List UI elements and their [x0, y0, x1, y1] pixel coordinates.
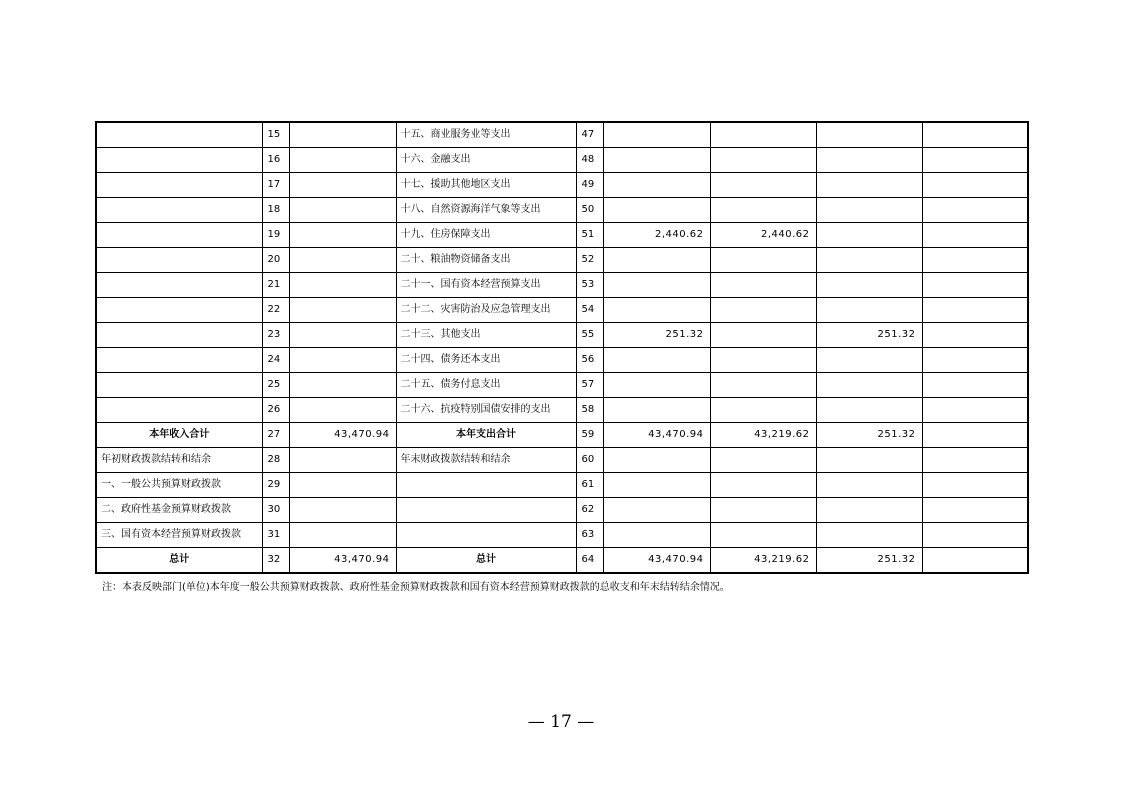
expense-line-number-cell: 55: [576, 323, 603, 348]
income-line-number-cell: 26: [262, 398, 289, 423]
income-amount-cell: 43,470.94: [289, 548, 396, 574]
general-budget-cell: [710, 498, 816, 523]
income-amount-cell: [289, 223, 396, 248]
table-row: [96, 173, 1028, 198]
expense-total-cell: [603, 473, 710, 498]
income-line-number-cell: 18: [262, 198, 289, 223]
government-fund-cell: [816, 173, 922, 198]
expense-line-number-cell: 49: [576, 173, 603, 198]
general-budget-cell: [710, 173, 816, 198]
general-budget-cell: [710, 373, 816, 398]
general-budget-cell: [710, 248, 816, 273]
expense-line-number-cell: 56: [576, 348, 603, 373]
general-budget-cell: [710, 198, 816, 223]
general-budget-cell: [710, 348, 816, 373]
income-item-cell: 年初财政拨款结转和结余: [96, 448, 262, 473]
income-item-cell: [96, 323, 262, 348]
expense-total-cell: [603, 373, 710, 398]
expense-item-cell: 二十四、债务还本支出: [396, 348, 576, 373]
general-budget-cell: [710, 448, 816, 473]
expense-total-cell: [603, 448, 710, 473]
income-amount-cell: [289, 323, 396, 348]
expense-item-cell: [396, 523, 576, 548]
expense-total-cell: [603, 198, 710, 223]
expense-total-cell: [603, 173, 710, 198]
expense-total-cell: 43,470.94: [603, 548, 710, 574]
table-row: [96, 548, 1028, 574]
state-capital-cell: [922, 298, 1028, 323]
income-line-number-cell: 28: [262, 448, 289, 473]
income-amount-cell: [289, 298, 396, 323]
government-fund-cell: [816, 223, 922, 248]
state-capital-cell: [922, 348, 1028, 373]
expense-line-number-cell: 62: [576, 498, 603, 523]
income-item-cell: [96, 273, 262, 298]
expense-item-cell: 二十五、债务付息支出: [396, 373, 576, 398]
general-budget-cell: 43,219.62: [710, 423, 816, 448]
expense-item-cell: 十九、住房保障支出: [396, 223, 576, 248]
table-row: [96, 473, 1028, 498]
expense-total-cell: [603, 398, 710, 423]
state-capital-cell: [922, 148, 1028, 173]
expense-line-number-cell: 58: [576, 398, 603, 423]
expense-item-cell: [396, 473, 576, 498]
income-item-cell: [96, 298, 262, 323]
expense-line-number-cell: 60: [576, 448, 603, 473]
income-line-number-cell: 24: [262, 348, 289, 373]
income-line-number-cell: 31: [262, 523, 289, 548]
state-capital-cell: [922, 122, 1028, 148]
table-row: [96, 323, 1028, 348]
government-fund-cell: [816, 248, 922, 273]
expense-item-cell: 二十、粮油物资储备支出: [396, 248, 576, 273]
table-row: [96, 523, 1028, 548]
income-line-number-cell: 16: [262, 148, 289, 173]
government-fund-cell: [816, 198, 922, 223]
table-row: [96, 348, 1028, 373]
expense-item-cell: 二十二、灾害防治及应急管理支出: [396, 298, 576, 323]
expense-total-cell: [603, 273, 710, 298]
income-line-number-cell: 29: [262, 473, 289, 498]
government-fund-cell: [816, 473, 922, 498]
expense-line-number-cell: 48: [576, 148, 603, 173]
expense-line-number-cell: 59: [576, 423, 603, 448]
income-item-cell: [96, 173, 262, 198]
table-row: [96, 498, 1028, 523]
expense-total-cell: [603, 348, 710, 373]
table-row: [96, 423, 1028, 448]
income-line-number-cell: 21: [262, 273, 289, 298]
government-fund-cell: [816, 523, 922, 548]
government-fund-cell: [816, 448, 922, 473]
income-line-number-cell: 20: [262, 248, 289, 273]
state-capital-cell: [922, 448, 1028, 473]
state-capital-cell: [922, 223, 1028, 248]
expense-item-cell: 十七、援助其他地区支出: [396, 173, 576, 198]
income-amount-cell: [289, 273, 396, 298]
expense-total-cell: [603, 498, 710, 523]
income-item-cell: [96, 122, 262, 148]
page-number: — 17 —: [527, 712, 595, 732]
government-fund-cell: [816, 298, 922, 323]
expense-line-number-cell: 57: [576, 373, 603, 398]
table-row: [96, 122, 1028, 148]
expense-item-cell: 年末财政拨款结转和结余: [396, 448, 576, 473]
table-body: [96, 122, 1028, 573]
income-line-number-cell: 27: [262, 423, 289, 448]
income-amount-cell: [289, 448, 396, 473]
expense-line-number-cell: 47: [576, 122, 603, 148]
income-item-cell: [96, 198, 262, 223]
table-row: [96, 398, 1028, 423]
general-budget-cell: [710, 148, 816, 173]
income-amount-cell: [289, 473, 396, 498]
government-fund-cell: [816, 398, 922, 423]
state-capital-cell: [922, 398, 1028, 423]
government-fund-cell: 251.32: [816, 423, 922, 448]
income-amount-cell: [289, 498, 396, 523]
income-amount-cell: [289, 173, 396, 198]
income-line-number-cell: 17: [262, 173, 289, 198]
expense-line-number-cell: 63: [576, 523, 603, 548]
income-amount-cell: [289, 198, 396, 223]
income-item-cell: 总计: [96, 548, 262, 574]
government-fund-cell: [816, 148, 922, 173]
table-row: [96, 448, 1028, 473]
income-item-cell: 二、政府性基金预算财政拨款: [96, 498, 262, 523]
state-capital-cell: [922, 198, 1028, 223]
income-amount-cell: [289, 122, 396, 148]
income-amount-cell: [289, 523, 396, 548]
income-line-number-cell: 15: [262, 122, 289, 148]
government-fund-cell: [816, 273, 922, 298]
government-fund-cell: 251.32: [816, 548, 922, 574]
expense-item-cell: [396, 498, 576, 523]
income-amount-cell: [289, 398, 396, 423]
government-fund-cell: [816, 373, 922, 398]
state-capital-cell: [922, 173, 1028, 198]
income-item-cell: 本年收入合计: [96, 423, 262, 448]
income-amount-cell: [289, 148, 396, 173]
income-line-number-cell: 30: [262, 498, 289, 523]
table-row: [96, 148, 1028, 173]
expense-item-cell: 十八、自然资源海洋气象等支出: [396, 198, 576, 223]
table-row: [96, 223, 1028, 248]
expense-total-cell: 251.32: [603, 323, 710, 348]
income-item-cell: 一、一般公共预算财政拨款: [96, 473, 262, 498]
government-fund-cell: [816, 348, 922, 373]
expense-item-cell: 二十一、国有资本经营预算支出: [396, 273, 576, 298]
state-capital-cell: [922, 548, 1028, 574]
general-budget-cell: 2,440.62: [710, 223, 816, 248]
table-row: [96, 298, 1028, 323]
expense-item-cell: 二十六、抗疫特别国债安排的支出: [396, 398, 576, 423]
general-budget-cell: [710, 523, 816, 548]
expense-item-cell: 十六、金融支出: [396, 148, 576, 173]
income-amount-cell: 43,470.94: [289, 423, 396, 448]
income-item-cell: [96, 148, 262, 173]
general-budget-cell: [710, 298, 816, 323]
expense-line-number-cell: 51: [576, 223, 603, 248]
income-line-number-cell: 22: [262, 298, 289, 323]
general-budget-cell: [710, 323, 816, 348]
government-fund-cell: [816, 498, 922, 523]
expense-total-cell: [603, 122, 710, 148]
state-capital-cell: [922, 498, 1028, 523]
expense-line-number-cell: 64: [576, 548, 603, 574]
state-capital-cell: [922, 248, 1028, 273]
state-capital-cell: [922, 273, 1028, 298]
income-amount-cell: [289, 248, 396, 273]
income-item-cell: 三、国有资本经营预算财政拨款: [96, 523, 262, 548]
table-footnote: 注：本表反映部门(单位)本年度一般公共预算财政拨款、政府性基金预算财政拨款和国有资本经营预算财政拨款的总收支和年末结转结余情况。: [102, 582, 730, 593]
expense-total-cell: 43,470.94: [603, 423, 710, 448]
income-item-cell: [96, 248, 262, 273]
general-budget-cell: 43,219.62: [710, 548, 816, 574]
state-capital-cell: [922, 473, 1028, 498]
expense-item-cell: 本年支出合计: [396, 423, 576, 448]
table-row: [96, 198, 1028, 223]
general-budget-cell: [710, 473, 816, 498]
expense-total-cell: [603, 298, 710, 323]
government-fund-cell: 251.32: [816, 323, 922, 348]
general-budget-cell: [710, 122, 816, 148]
expense-line-number-cell: 54: [576, 298, 603, 323]
table-row: [96, 273, 1028, 298]
expense-total-cell: [603, 523, 710, 548]
expense-item-cell: 总计: [396, 548, 576, 574]
government-fund-cell: [816, 122, 922, 148]
expense-total-cell: [603, 148, 710, 173]
expense-line-number-cell: 50: [576, 198, 603, 223]
income-line-number-cell: 23: [262, 323, 289, 348]
table-row: [96, 248, 1028, 273]
state-capital-cell: [922, 523, 1028, 548]
expense-line-number-cell: 52: [576, 248, 603, 273]
general-budget-cell: [710, 273, 816, 298]
income-item-cell: [96, 398, 262, 423]
expense-total-cell: 2,440.62: [603, 223, 710, 248]
state-capital-cell: [922, 323, 1028, 348]
expense-item-cell: 二十三、其他支出: [396, 323, 576, 348]
expense-total-cell: [603, 248, 710, 273]
general-budget-cell: [710, 398, 816, 423]
expense-line-number-cell: 53: [576, 273, 603, 298]
income-line-number-cell: 19: [262, 223, 289, 248]
expense-item-cell: 十五、商业服务业等支出: [396, 122, 576, 148]
state-capital-cell: [922, 373, 1028, 398]
income-item-cell: [96, 223, 262, 248]
expense-line-number-cell: 61: [576, 473, 603, 498]
table-row: [96, 373, 1028, 398]
income-item-cell: [96, 348, 262, 373]
income-line-number-cell: 32: [262, 548, 289, 574]
income-item-cell: [96, 373, 262, 398]
income-amount-cell: [289, 348, 396, 373]
state-capital-cell: [922, 423, 1028, 448]
fiscal-appropriation-table: [95, 121, 1029, 574]
income-line-number-cell: 25: [262, 373, 289, 398]
income-amount-cell: [289, 373, 396, 398]
